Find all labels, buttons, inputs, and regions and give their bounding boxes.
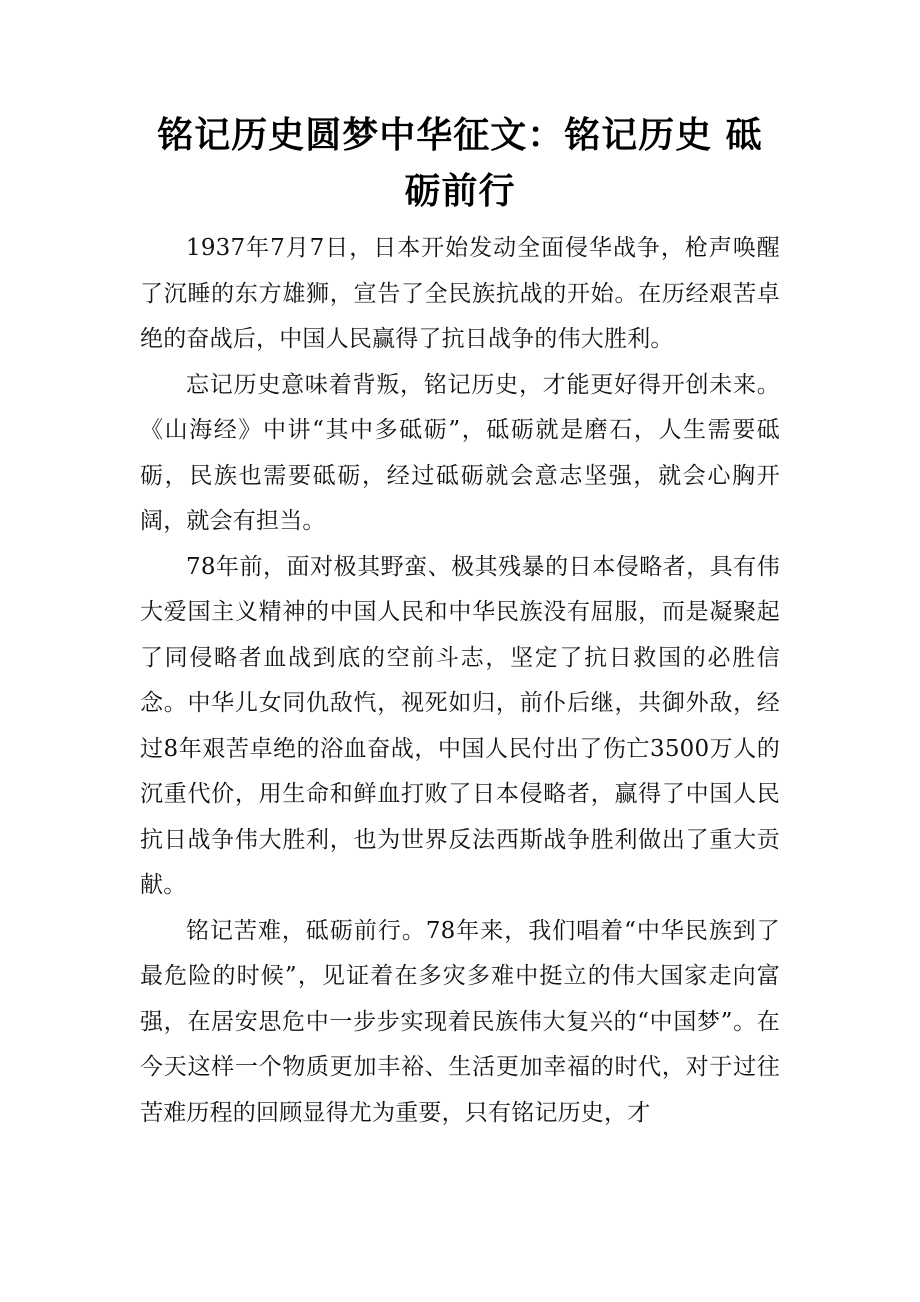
- paragraph-2: 忘记历史意味着背叛，铭记历史，才能更好得开创未来。《山海经》中讲“其中多砥砺”，砥砺就是磨石，人生需要砥砺，民族也需要砥砺，经过砥砺就会意志坚强，就会心胸开阔，就会有担当。: [140, 371, 780, 534]
- paragraph-4: 铭记苦难，砥砺前行。78年来，我们唱着“中华民族到了最危险的时候”，见证着在多灾多难中挺立的伟大国家走向富强，在居安思危中一步步实现着民族伟大复兴的“中国梦”。在今天这样一个物质更加丰裕、生活更加幸福的时代，对于过往苦难历程的回顾显得尤为重要，只有铭记历史，才: [140, 917, 780, 1126]
- document-body: [140, 226, 780, 1136]
- document-page: [140, 108, 780, 1136]
- paragraph-1: 1937年7月7日，日本开始发动全面侵华战争，枪声唤醒了沉睡的东方雄狮，宣告了全民族抗战的开始。在历经艰苦卓绝的奋战后，中国人民赢得了抗日战争的伟大胜利。: [140, 235, 780, 352]
- paragraph-3: 78年前，面对极其野蛮、极其残暴的日本侵略者，具有伟大爱国主义精神的中国人民和中华民族没有屈服，而是凝聚起了同侵略者血战到底的空前斗志，坚定了抗日救国的必胜信念。中华儿女同仇敌忾，视死如归，前仆后继，共御外敌，经过8年艰苦卓绝的浴血奋战，中国人民付出了伤亡3500万人的沉重代价，用生命和鲜血打败了日本侵略者，赢得了中国人民抗日战争伟大胜利，也为世界反法西斯战争胜利做出了重大贡献。: [140, 553, 780, 898]
- document-title: 铭记历史圆梦中华征文：铭记历史 砥砺前行: [157, 115, 763, 212]
